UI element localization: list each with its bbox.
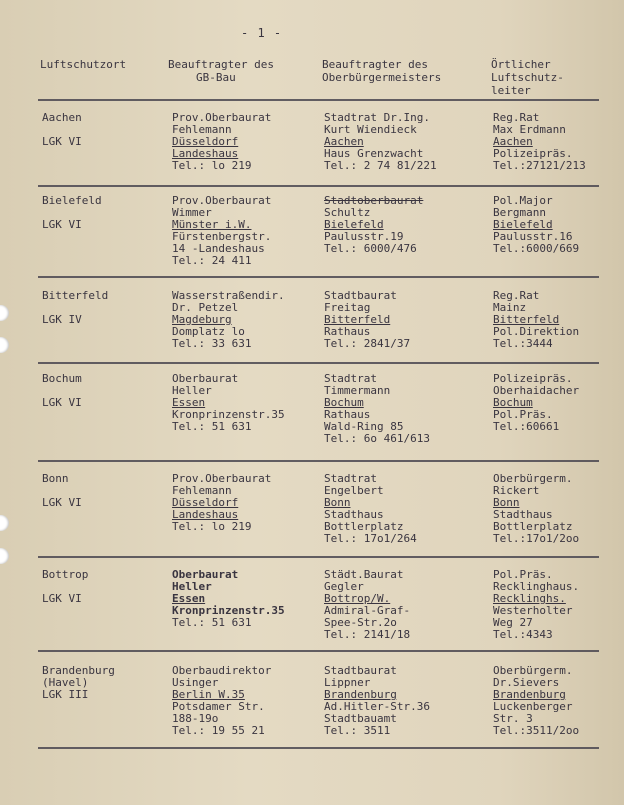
entry-line: Tel.: 2141/18 bbox=[324, 628, 411, 641]
entry-line: Stadtbaurat bbox=[324, 289, 397, 302]
entry-line: Brandenburg bbox=[324, 688, 397, 701]
entry-line: Tel.:4343 bbox=[493, 628, 553, 641]
entry-line: Tel.:6000/669 bbox=[493, 242, 580, 255]
entry-line: Rathaus bbox=[324, 408, 371, 421]
entry-line: Rathaus bbox=[324, 325, 371, 338]
entry-line: Kurt Wiendieck bbox=[324, 123, 417, 136]
header-gb bbox=[168, 58, 274, 84]
entry-line: Landeshaus bbox=[172, 508, 239, 521]
cell-leiter bbox=[493, 665, 579, 737]
cell-gb bbox=[172, 473, 271, 533]
entry-line: Paulusstr.16 bbox=[493, 230, 573, 243]
place-line: Bonn bbox=[42, 472, 69, 485]
entry-line: Bochum bbox=[324, 396, 364, 409]
cell-ob bbox=[324, 290, 410, 350]
entry-line: Tel.: 51 631 bbox=[172, 616, 252, 629]
entry-line: Stadtbauamt bbox=[324, 712, 397, 725]
entry-line: Tel.: 19 55 21 bbox=[172, 724, 265, 737]
row-divider bbox=[38, 650, 599, 652]
entry-line: Luckenberger bbox=[493, 700, 573, 713]
entry-line: Pol.Präs. bbox=[493, 568, 553, 581]
entry-line: Essen bbox=[172, 592, 206, 605]
cell-gb bbox=[172, 373, 285, 433]
entry-line: Aachen bbox=[493, 135, 533, 148]
entry-line: Stadtoberbaurat bbox=[324, 194, 424, 207]
cell-leiter bbox=[493, 112, 586, 172]
punch-hole bbox=[0, 337, 9, 353]
entry-line: Bielefeld bbox=[493, 218, 553, 231]
entry-line: Bonn bbox=[324, 496, 351, 509]
place-line: Aachen bbox=[42, 111, 82, 124]
entry-line: Recklinghs. bbox=[493, 592, 566, 605]
entry-line: Tel.:3444 bbox=[493, 337, 553, 350]
entry-line: Fehlemann bbox=[172, 123, 232, 136]
entry-line: Oberhaidacher bbox=[493, 384, 580, 397]
entry-line: Bonn bbox=[493, 496, 520, 509]
entry-line: Fürstenbergstr. bbox=[172, 230, 272, 243]
cell-leiter bbox=[493, 290, 579, 350]
place-line: LGK VI bbox=[42, 135, 82, 148]
entry-line: Städt.Baurat bbox=[324, 568, 404, 581]
entry-line: Bergmann bbox=[493, 206, 546, 219]
entry-line: Brandenburg bbox=[493, 688, 566, 701]
entry-line: Tel.: 3511 bbox=[324, 724, 391, 737]
place-line: Brandenburg bbox=[42, 664, 115, 677]
cell-ob bbox=[324, 195, 423, 255]
entry-line: Potsdamer Str. bbox=[172, 700, 265, 713]
entry-line: Tel.:60661 bbox=[493, 420, 560, 433]
place-line: LGK VI bbox=[42, 218, 82, 231]
entry-line: Prov.Oberbaurat bbox=[172, 194, 272, 207]
entry-line: Oberbaudirektor bbox=[172, 664, 272, 677]
entry-line: Prov.Oberbaurat bbox=[172, 472, 272, 485]
place-line: LGK VI bbox=[42, 592, 82, 605]
entry-line: Münster i.W. bbox=[172, 218, 252, 231]
entry-line: Gegler bbox=[324, 580, 364, 593]
row-divider bbox=[38, 556, 599, 558]
entry-line: Tel.:17o1/2oo bbox=[493, 532, 580, 545]
entry-line: Heller bbox=[172, 384, 212, 397]
entry-line: Recklinghaus. bbox=[493, 580, 580, 593]
entry-line: Polizeipräs. bbox=[493, 372, 573, 385]
entry-line: 188-19o bbox=[172, 712, 219, 725]
entry-line: Tel.: lo 219 bbox=[172, 159, 252, 172]
entry-line: Admiral-Graf- bbox=[324, 604, 411, 617]
entry-line: Tel.: 33 631 bbox=[172, 337, 252, 350]
header-ob-line: Beauftragter des bbox=[322, 58, 428, 71]
cell-ort bbox=[42, 473, 82, 509]
cell-ort bbox=[42, 373, 82, 409]
entry-line: Domplatz lo bbox=[172, 325, 245, 338]
entry-line: Bitterfeld bbox=[493, 313, 560, 326]
entry-line: Kronprinzenstr.35 bbox=[172, 408, 285, 421]
cell-ort bbox=[42, 195, 102, 231]
place-line: LGK VI bbox=[42, 496, 82, 509]
header-gb-line: GB-Bau bbox=[196, 71, 236, 84]
cell-gb bbox=[172, 195, 271, 267]
entry-line: Tel.: 24 411 bbox=[172, 254, 252, 267]
entry-line: Pol.Direktion bbox=[493, 325, 580, 338]
entry-line: Tel.: 51 631 bbox=[172, 420, 252, 433]
entry-line: Schultz bbox=[324, 206, 371, 219]
place-line: LGK III bbox=[42, 688, 89, 701]
place-line: (Havel) bbox=[42, 676, 89, 689]
row-divider bbox=[38, 276, 599, 278]
entry-line: Berlin W.35 bbox=[172, 688, 245, 701]
entry-line: Heller bbox=[172, 580, 212, 593]
entry-line: Polizeipräs. bbox=[493, 147, 573, 160]
entry-line: 14 -Landeshaus bbox=[172, 242, 265, 255]
entry-line: Bochum bbox=[493, 396, 533, 409]
entry-line: Tel.: 6o 461/613 bbox=[324, 432, 430, 445]
entry-line: Westerholter bbox=[493, 604, 573, 617]
entry-line: Spee-Str.2o bbox=[324, 616, 397, 629]
cell-leiter bbox=[493, 569, 579, 641]
entry-line: Wimmer bbox=[172, 206, 212, 219]
place-line: LGK IV bbox=[42, 313, 82, 326]
punch-hole bbox=[0, 305, 9, 321]
header-leiter-line: leiter bbox=[491, 84, 531, 97]
header-ob bbox=[322, 58, 441, 84]
entry-line: Reg.Rat bbox=[493, 111, 540, 124]
cell-gb bbox=[172, 569, 285, 629]
punch-hole bbox=[0, 515, 9, 531]
cell-leiter bbox=[493, 473, 579, 545]
entry-line: Mainz bbox=[493, 301, 527, 314]
entry-line: Usinger bbox=[172, 676, 219, 689]
header-leiter bbox=[491, 58, 564, 97]
header-ort-text: Luftschutzort bbox=[40, 58, 127, 71]
entry-line: Stadthaus bbox=[493, 508, 553, 521]
entry-line: Pol.Major bbox=[493, 194, 553, 207]
entry-line: Bitterfeld bbox=[324, 313, 391, 326]
cell-gb bbox=[172, 290, 285, 350]
place-line: Bitterfeld bbox=[42, 289, 109, 302]
entry-line: Oberbaurat bbox=[172, 372, 239, 385]
row-divider bbox=[38, 99, 599, 101]
entry-line: Dr. Petzel bbox=[172, 301, 239, 314]
page-number: - 1 - bbox=[241, 26, 283, 40]
entry-line: Tel.: lo 219 bbox=[172, 520, 252, 533]
entry-line: Tel.:27121/213 bbox=[493, 159, 586, 172]
entry-line: Düsseldorf bbox=[172, 135, 239, 148]
entry-line: Bielefeld bbox=[324, 218, 384, 231]
entry-line: Engelbert bbox=[324, 484, 384, 497]
punch-hole bbox=[0, 548, 9, 564]
entry-line: Tel.:3511/2oo bbox=[493, 724, 580, 737]
entry-line: Rickert bbox=[493, 484, 540, 497]
entry-line: Prov.Oberbaurat bbox=[172, 111, 272, 124]
header-leiter-line: Örtlicher bbox=[491, 58, 551, 71]
cell-leiter bbox=[493, 195, 579, 255]
cell-ob bbox=[324, 373, 430, 445]
header-leiter-line: Luftschutz- bbox=[491, 71, 564, 84]
entry-line: Fehlemann bbox=[172, 484, 232, 497]
entry-line: Oberbürgerm. bbox=[493, 664, 573, 677]
cell-ob bbox=[324, 665, 430, 737]
row-divider bbox=[38, 185, 599, 187]
entry-line: Oberbaurat bbox=[172, 568, 239, 581]
entry-line: Aachen bbox=[324, 135, 364, 148]
entry-line: Max Erdmann bbox=[493, 123, 566, 136]
entry-line: Pol.Präs. bbox=[493, 408, 553, 421]
cell-leiter bbox=[493, 373, 579, 433]
cell-ort bbox=[42, 665, 115, 701]
entry-line: Str. 3 bbox=[493, 712, 533, 725]
cell-ort bbox=[42, 290, 108, 326]
cell-ob bbox=[324, 569, 410, 641]
row-divider bbox=[38, 362, 599, 364]
entry-line: Tel.: 17o1/264 bbox=[324, 532, 417, 545]
entry-line: Stadtrat Dr.Ing. bbox=[324, 111, 430, 124]
entry-line: Tel.: 6000/476 bbox=[324, 242, 417, 255]
entry-line: Reg.Rat bbox=[493, 289, 540, 302]
cell-ort bbox=[42, 569, 88, 605]
entry-line: Stadtrat bbox=[324, 472, 377, 485]
entry-line: Stadtrat bbox=[324, 372, 377, 385]
entry-line: Bottrop/W. bbox=[324, 592, 391, 605]
cell-ort bbox=[42, 112, 82, 148]
place-line: Bielefeld bbox=[42, 194, 102, 207]
header-gb-line: Beauftragter des bbox=[168, 58, 274, 71]
entry-line: Haus Grenzwacht bbox=[324, 147, 424, 160]
entry-line: Oberbürgerm. bbox=[493, 472, 573, 485]
cell-ob bbox=[324, 473, 417, 545]
entry-line: Ad.Hitler-Str.36 bbox=[324, 700, 430, 713]
entry-line: Dr.Sievers bbox=[493, 676, 560, 689]
entry-line: Stadtbaurat bbox=[324, 664, 397, 677]
place-line: LGK VI bbox=[42, 396, 82, 409]
entry-line: Timmermann bbox=[324, 384, 391, 397]
header-ort bbox=[40, 58, 126, 71]
entry-line: Stadthaus bbox=[324, 508, 384, 521]
header-ob-line: Oberbürgermeisters bbox=[322, 71, 442, 84]
entry-line: Weg 27 bbox=[493, 616, 533, 629]
entry-line: Düsseldorf bbox=[172, 496, 239, 509]
cell-gb bbox=[172, 112, 271, 172]
entry-line: Paulusstr.19 bbox=[324, 230, 404, 243]
entry-line: Wald-Ring 85 bbox=[324, 420, 404, 433]
row-divider bbox=[38, 460, 599, 462]
entry-line: Kronprinzenstr.35 bbox=[172, 604, 285, 617]
entry-line: Landeshaus bbox=[172, 147, 239, 160]
place-line: Bochum bbox=[42, 372, 82, 385]
row-divider bbox=[38, 747, 599, 749]
entry-line: Tel.: 2841/37 bbox=[324, 337, 411, 350]
entry-line: Wasserstraßendir. bbox=[172, 289, 285, 302]
entry-line: Essen bbox=[172, 396, 206, 409]
entry-line: Bottlerplatz bbox=[324, 520, 404, 533]
place-line: Bottrop bbox=[42, 568, 89, 581]
entry-line: Tel.: 2 74 81/221 bbox=[324, 159, 437, 172]
cell-gb bbox=[172, 665, 271, 737]
entry-line: Freitag bbox=[324, 301, 371, 314]
cell-ob bbox=[324, 112, 437, 172]
entry-line: Magdeburg bbox=[172, 313, 232, 326]
entry-line: Bottlerplatz bbox=[493, 520, 573, 533]
entry-line: Lippner bbox=[324, 676, 371, 689]
